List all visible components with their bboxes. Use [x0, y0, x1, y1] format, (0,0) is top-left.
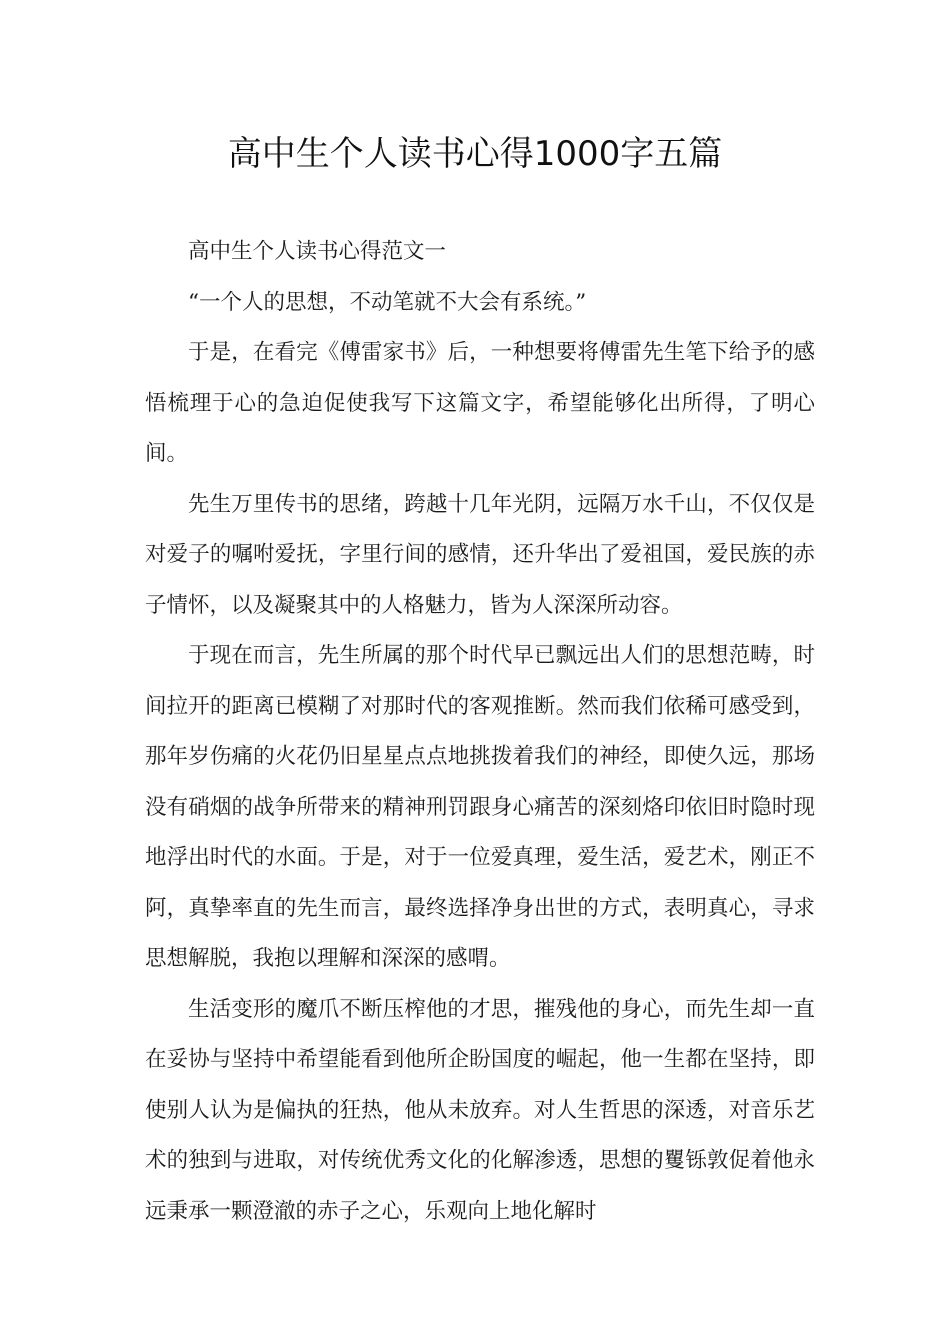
document-body: [145, 227, 815, 1237]
body-paragraph-3: 于现在而言，先生所属的那个时代早已飘远出人们的思想范畴，时间拉开的距离已模糊了对那时代的客观推断。然而我们依稀可感受到，那年岁伤痛的火花仍旧星星点点地挑拨着我们的神经，即使久远，那场没有硝烟的战争所带来的精神刑罚跟身心痛苦的深刻烙印依旧时隐时现地浮出时代的水面。于是，对于一位爱真理，爱生活，爱艺术，刚正不阿，真挚率直的先生而言，最终选择净身出世的方式，表明真心，寻求思想解脱，我抱以理解和深深的感喟。: [145, 643, 815, 971]
body-paragraph-2: 先生万里传书的思绪，跨越十几年光阴，远隔万水千山，不仅仅是对爱子的嘱咐爱抚，字里行间的感情，还升华出了爱祖国，爱民族的赤子情怀，以及凝聚其中的人格魅力，皆为人深深所动容。: [145, 491, 815, 618]
document-title: 高中生个人读书心得1000字五篇: [227, 134, 723, 174]
body-paragraph-1: 于是，在看完《傅雷家书》后，一种想要将傅雷先生笔下给予的感悟梳理于心的急迫促使我写下这篇文字，希望能够化出所得，了明心间。: [145, 340, 815, 466]
body-paragraph-4: 生活变形的魔爪不断压榨他的才思，摧残他的身心，而先生却一直在妥协与坚持中希望能看到他所企盼国度的崛起，他一生都在坚持，即使别人认为是偏执的狂热，他从未放弃。对人生哲思的深透，对音乐艺术的独到与进取，对传统优秀文化的化解渗透，思想的矍铄敦促着他永远秉承一颗澄澈的赤子之心，乐观向上地化解时: [145, 996, 815, 1224]
section-heading: 高中生个人读书心得范文一: [188, 239, 447, 264]
quote-paragraph: “一个人的思想，不动笔就不大会有系统。”: [188, 289, 587, 315]
